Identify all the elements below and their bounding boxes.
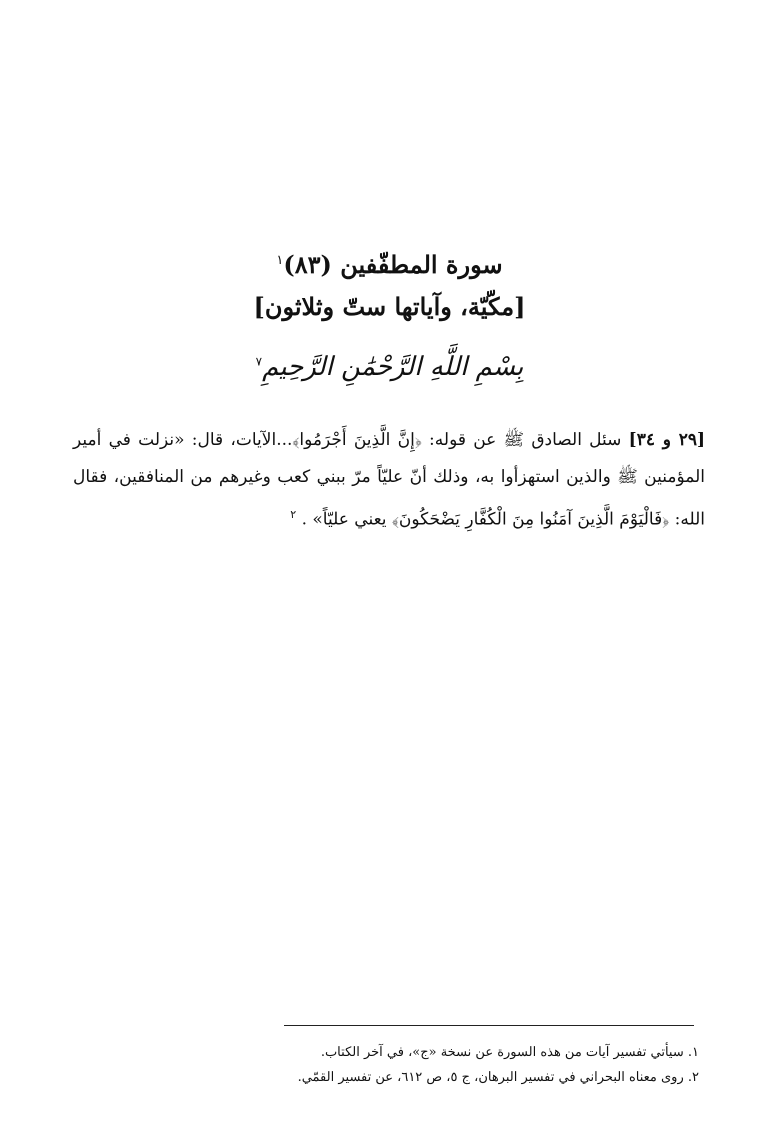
footnotes-section [99,1040,699,1090]
commentary-paragraph [73,422,705,539]
footnote-2: ٢. روى معناه البحراني في تفسير البرهان، ج ٥، ص ٦١٢، عن تفسير القمّي. [297,1070,699,1085]
commentary-footnote-marker: ٢ [290,508,297,521]
verse-reference: [٢٩ و ٣٤] [628,430,706,450]
basmala-calligraphy [0,352,779,382]
footnote-divider [284,1025,694,1026]
surah-title-text: سورة المطفّفين (٨٣) [283,250,503,279]
surah-title [0,250,779,279]
basmala-text: بِسْمِ اللَّهِ الرَّحْمَٰنِ الرَّحِيمِ [262,352,524,382]
basmala-marker: ٧ [255,354,263,369]
commentary-text: سئل الصادق ﷺ عن قوله: ﴿إِنَّ الَّذِينَ أَجْرَمُوا﴾...الآيات، قال: «نزلت في أمير المؤمنين ﷺ والذين استهزأوا به، وذلك أنّ عليّاً مرّ ببني كعب وغيرهم من المنافقين، فقال الله: ﴿فَالْيَوْمَ الَّذِينَ آمَنُوا مِنَ الْكُفَّارِ يَضْحَكُونَ﴾ يعني عليّاً» . [73,430,705,530]
footnote-1: ١. سيأتي تفسير آيات من هذه السورة عن نسخة «ج»، في آخر الكتاب. [320,1045,699,1060]
surah-footnote-marker: ١ [276,253,284,268]
surah-subtitle: [مكّيّة، وآياتها ستّ وثلاثون] [253,292,526,321]
